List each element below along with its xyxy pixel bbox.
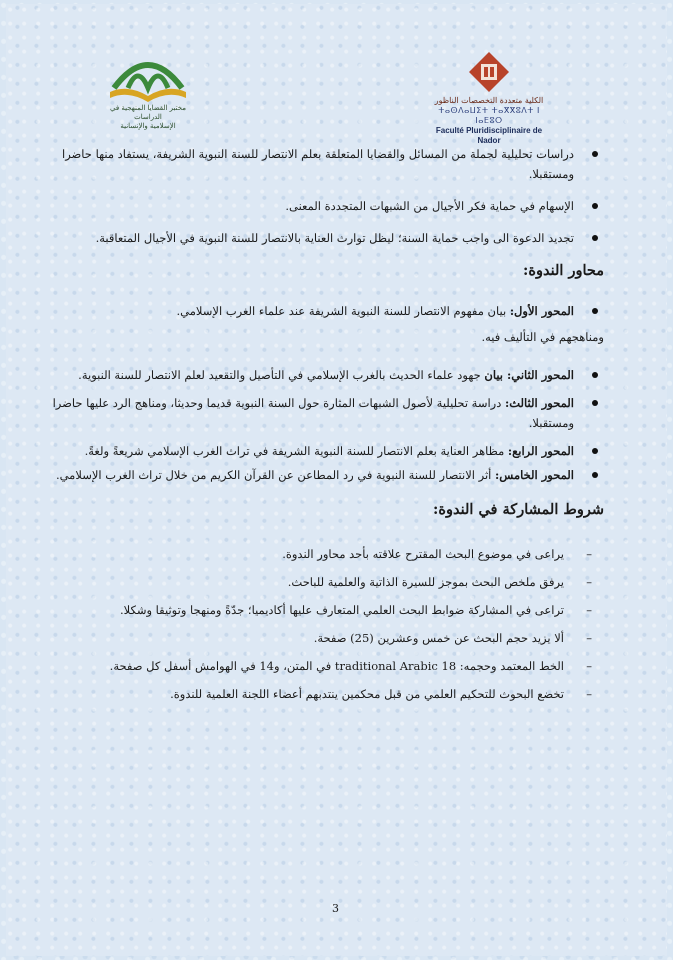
goal-item [44, 228, 604, 248]
faculty-logo [424, 50, 554, 146]
lab-caption-1: مختبر القضايا المنهجية في الدراسات [110, 104, 186, 121]
condition-item [44, 600, 604, 620]
condition-item [44, 656, 604, 676]
axis-item [44, 441, 604, 461]
axis-item [44, 301, 604, 321]
axis-label: المحور الرابع: [507, 444, 574, 458]
condition-text: ألا يزيد حجم البحث عن خمس وعشرين (25) صفحة. [313, 631, 564, 645]
goal-item [44, 196, 604, 216]
document-page [6, 4, 667, 956]
page-number: 3 [332, 902, 339, 915]
bullet-icon [592, 372, 598, 378]
lab-logo [102, 48, 194, 131]
faculty-name-arabic: الكلية متعددة التخصصات الناظور [434, 96, 544, 105]
condition-text: تخضع البحوث للتحكيم العلمي من قبل محكمين ينتدبهم أعضاء اللجنة العلمية للندوة. [170, 687, 564, 701]
faculty-emblem-icon [467, 50, 511, 96]
axis-text: بيان مفهوم الانتصار للسنة النبوية الشريفة عند علماء الغرب الإسلامي. [176, 304, 510, 318]
condition-text: يرفق ملخص البحث بموجز للسيرة الذاتية والعلمية للباحث. [287, 575, 564, 589]
bullet-icon [592, 472, 598, 478]
document-body [44, 144, 604, 712]
axis-continuation: ومناهجهم في التأليف فيه. [481, 330, 604, 344]
condition-text: الخط المعتمد وحجمه: traditional Arabic 18 في المتن، و14 في الهوامش أسفل كل صفحة. [109, 659, 564, 673]
lab-caption-2: الإسلامية والإنسانية [120, 122, 176, 130]
axis-text: مظاهر العناية بعلم الانتصار للسنة النبوية الشريفة في تراث الغرب الإسلامي شريعةً ولغةً. [84, 444, 508, 458]
goal-text: دراسات تحليلية لجملة من المسائل والقضايا المتعلقة بعلم الانتصار للسنة النبوية الشريفة، يستفاد منها حاضرا ومستقبلا. [62, 147, 574, 181]
bullet-icon [592, 448, 598, 454]
axis-text: أثر الانتصار للسنة النبوية في رد المطاعن عن القرآن الكريم من خلال تراث الغرب الإسلامي. [55, 468, 496, 482]
axis-label: المحور الخامس: [495, 468, 574, 482]
axis-item [44, 393, 604, 433]
condition-item [44, 628, 604, 648]
goal-text: تجديد الدعوة الى واجب حماية السنة؛ ليظل توارث العناية بالانتصار للسنة النبوية في الأجيال المتعاقبة. [95, 231, 574, 245]
bullet-icon [592, 203, 598, 209]
axis-item [44, 365, 604, 385]
dash-icon: – [586, 659, 592, 673]
faculty-name-amazigh: ⵜⴰⵙⴷⴰⵡⵉⵜ ⵜⴰⴳⴳⵓⴷⵜ ⵏ ⵏⴰⴹⵓⵔ [438, 106, 540, 125]
condition-text: تراعى في المشاركة ضوابط البحث العلمي المتعارف عليها أكاديميا؛ جدّةً ومنهجا وتوثيقا وشكلا. [119, 603, 564, 617]
dash-icon: – [586, 687, 592, 701]
axes-heading: محاور الندوة: [523, 262, 604, 279]
bullet-icon [592, 308, 598, 314]
bullet-icon [592, 400, 598, 406]
bullet-icon [592, 235, 598, 241]
axis-label: المحور الثالث: [505, 396, 574, 410]
axis-label: المحور الثاني: بيان [484, 368, 574, 382]
goal-text: الإسهام في حماية فكر الأجيال من الشبهات المتجددة المعنى. [285, 199, 574, 213]
arch-book-icon [106, 48, 190, 104]
goal-item [44, 144, 604, 184]
dash-icon: – [586, 547, 592, 561]
condition-text: يراعى في موضوع البحث المقترح علاقته بأحد محاور الندوة. [282, 547, 564, 561]
dash-icon: – [586, 631, 592, 645]
condition-item [44, 544, 604, 564]
condition-item [44, 572, 604, 592]
condition-item [44, 684, 604, 704]
bullet-icon [592, 151, 598, 157]
axis-item [44, 465, 604, 485]
axis-label: المحور الأول: [509, 304, 574, 318]
axis-text: جهود علماء الحديث بالغرب الإسلامي في التأصيل والتقعيد لعلم الانتصار للسنة النبوية. [78, 368, 485, 382]
dash-icon: – [586, 575, 592, 589]
conditions-heading: شروط المشاركة في الندوة: [433, 501, 604, 518]
axis-text: دراسة تحليلية لأصول الشبهات المثارة حول السنة النبوية قديما وحديثا، ومناهج الرد عليها حاضرا ومستقبلا. [52, 396, 574, 430]
dash-icon: – [586, 603, 592, 617]
faculty-name-french: Faculté Pluridisciplinaire de Nador [435, 126, 543, 145]
